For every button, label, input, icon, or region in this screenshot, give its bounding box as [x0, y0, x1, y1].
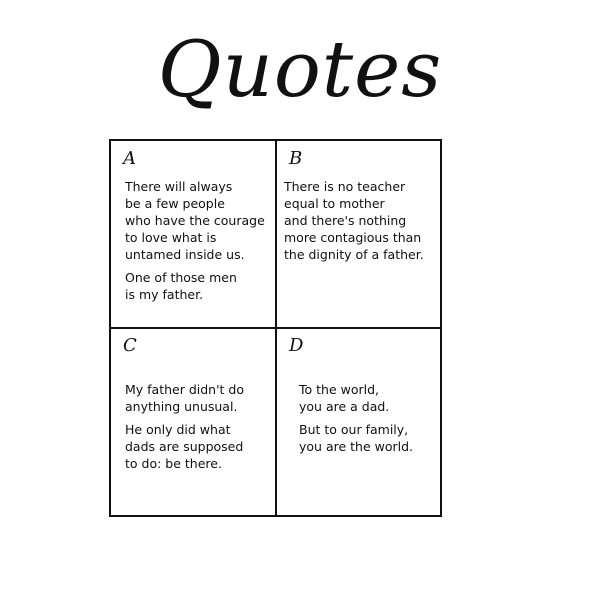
- quote-a-text: [125, 178, 265, 303]
- quote-d-line: To the world,: [299, 382, 380, 397]
- quote-b-line: more contagious than: [284, 230, 422, 245]
- quote-b-line: There is no teacher: [284, 179, 406, 194]
- quote-a-line: to love what is: [125, 230, 217, 245]
- quote-b-paragraph-1: [284, 178, 424, 263]
- quote-b-line: and there's nothing: [284, 213, 407, 228]
- quote-d-letter: D: [289, 335, 304, 356]
- quote-d-line: you are a dad.: [299, 399, 390, 414]
- quote-a-letter: A: [123, 148, 136, 169]
- quote-b-line: equal to mother: [284, 196, 385, 211]
- quote-a-line: untamed inside us.: [125, 247, 245, 262]
- quote-d-line: But to our family,: [299, 422, 409, 437]
- quote-b-line: the dignity of a father.: [284, 247, 424, 262]
- quote-c-line: to do: be there.: [125, 456, 222, 471]
- quote-a-line: is my father.: [125, 287, 204, 302]
- page-title: Quotes: [157, 25, 443, 115]
- quote-a-line: who have the courage: [125, 213, 265, 228]
- quote-a-line: One of those men: [125, 270, 237, 285]
- quote-a-line: There will always: [125, 179, 233, 194]
- quote-c-paragraph-1: [125, 381, 244, 415]
- quote-d-paragraph-1: [299, 381, 413, 415]
- quote-c-line: dads are supposed: [125, 439, 244, 454]
- quote-c-text: [125, 381, 244, 472]
- quote-d-text: [299, 381, 413, 455]
- quote-d-paragraph-2: [299, 421, 413, 455]
- quote-a-paragraph-2: [125, 269, 265, 303]
- quote-d-line: you are the world.: [299, 439, 414, 454]
- quote-a-line: be a few people: [125, 196, 225, 211]
- quote-c-paragraph-2: [125, 421, 244, 472]
- quote-b-letter: B: [289, 148, 303, 169]
- quote-c-line: He only did what: [125, 422, 231, 437]
- quote-b-text: [284, 178, 424, 263]
- grid-horizontal-divider: [111, 327, 440, 329]
- quotes-grid: [109, 139, 442, 517]
- quote-c-letter: C: [123, 335, 137, 356]
- quote-c-line: My father didn't do: [125, 382, 245, 397]
- quote-c-line: anything unusual.: [125, 399, 238, 414]
- quote-a-paragraph-1: [125, 178, 265, 263]
